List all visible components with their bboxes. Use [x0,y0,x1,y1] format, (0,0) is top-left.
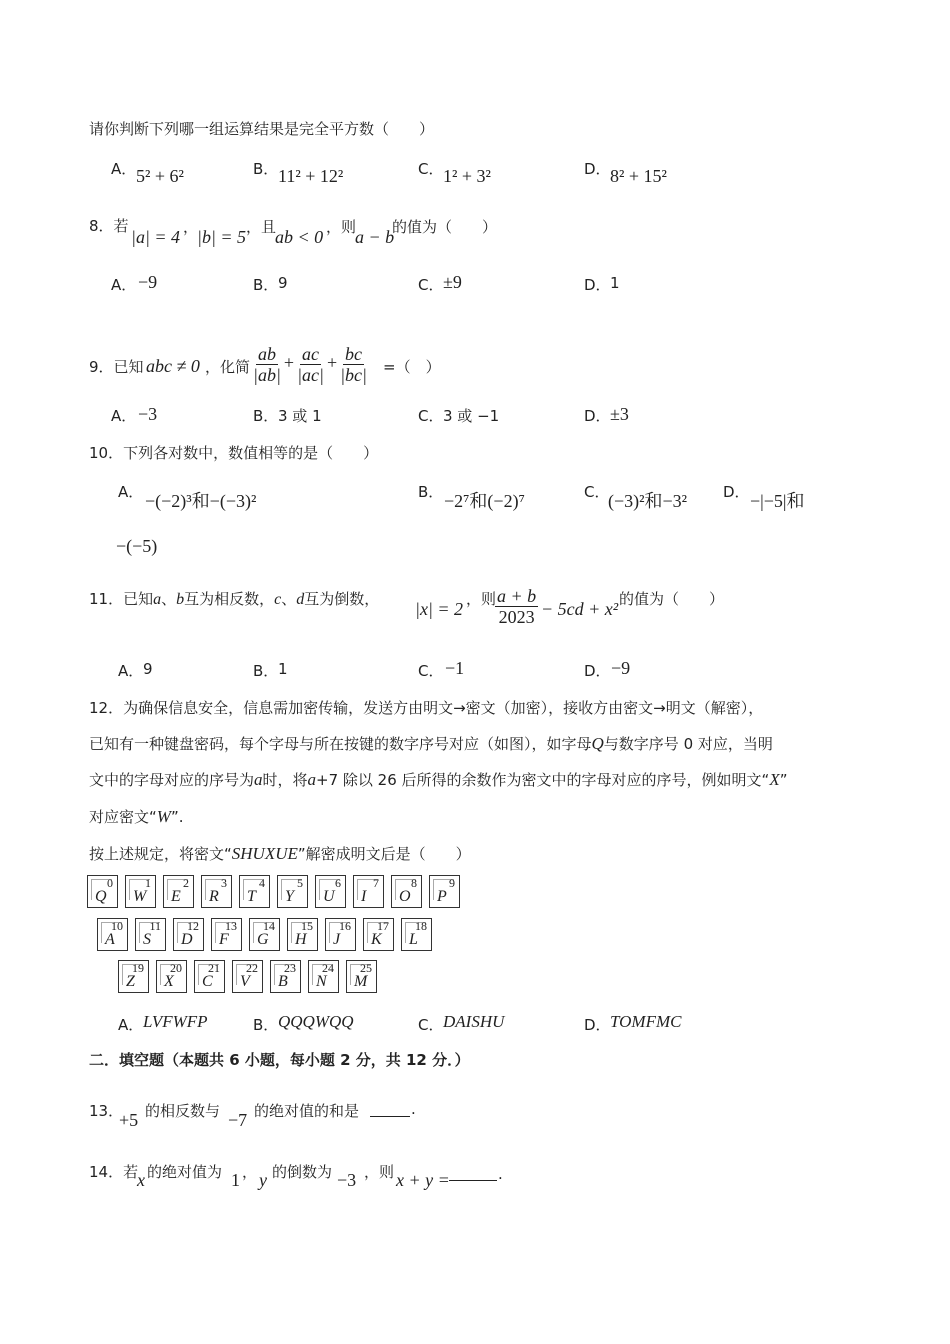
option-c-expr: 3 或 −1 [443,407,500,425]
keyboard-key [87,875,118,908]
key-number: 20 [170,961,182,975]
q12-text: 文中的字母对应的序号为 [89,771,255,789]
option-d-continued: −(−5) [116,536,158,556]
keyboard-key [239,875,270,908]
option-d-expr: TOMFMC [610,1012,682,1031]
key-number: 5 [297,876,303,890]
q8-text: ，且 [246,218,277,236]
denominator: 2023 [498,607,535,627]
option-a-expr: 9 [143,660,153,678]
q13-end: . [411,1100,416,1118]
q8-stem [89,215,129,236]
q12-text: +7 除以 26 后所得的余数作为密文中的字母对应的序号，例如明文“ [316,771,770,789]
key-number: 18 [415,919,427,933]
keyboard-key [287,918,318,951]
fraction [295,344,326,385]
fraction [251,344,283,385]
key-letter: G [257,931,269,948]
option-label: B． [253,1016,279,1034]
q8-text: 若 [113,217,129,235]
letter-q: Q [591,734,604,753]
option-label: C． [418,160,444,178]
option-c-expr: −1 [445,658,465,678]
q13-text: 的相反数与 [145,1102,221,1120]
q11-stem [89,588,379,609]
q12-line4 [89,806,184,827]
key-letter: E [171,888,181,905]
option-a-expr: −(−2)³和−(−3)² [145,491,257,511]
q14-minus3: −3 [337,1170,357,1190]
option-label: D． [584,160,611,178]
q11-fraction [494,586,539,627]
key-number: 3 [221,876,227,890]
option-label: A． [118,1016,144,1034]
numerator: bc [345,344,363,364]
option-a-expr: LVFWFP [143,1012,208,1031]
option-d-expr: 1 [610,274,620,292]
option-label: B． [253,276,279,294]
keyboard-key [277,875,308,908]
q8-expr-abs-a: |a| = 4 [131,227,181,247]
q9-text: 已知 [113,358,144,376]
keyboard-key [391,875,422,908]
option-label: D． [584,1016,611,1034]
option-label: C． [418,1016,444,1034]
option-label: D． [584,407,611,425]
q14-text: ，则 [364,1163,395,1181]
letter-x: X [769,770,780,789]
var-a: a [307,770,317,789]
option-label: D． [584,662,611,680]
var-y: y [259,1170,267,1190]
q11-text: 、 [281,590,297,608]
option-d-expr: 8² + 15² [610,166,667,186]
numerator: ab [257,344,276,364]
q11-text: 已知 [123,590,154,608]
var-a: a [254,770,263,789]
answer-blank[interactable] [370,1116,410,1117]
key-letter: J [333,931,341,948]
q14-text: ， [242,1163,258,1181]
key-letter: F [219,931,229,948]
q12-line5 [89,843,471,864]
q14-text: 的绝对值为 [147,1163,223,1181]
q11-text: ，则 [466,590,497,608]
option-label: C． [418,276,444,294]
key-number: 2 [183,876,189,890]
keyboard-key [211,918,242,951]
q14-text: 若 [123,1163,139,1181]
option-b-expr: QQQWQQ [278,1012,354,1031]
option-label: C． [418,662,444,680]
q9-fraction-sum: $\frac{ab}{|ab|}$ + $\frac{ac}{|ac|}$ + $\frac{bc}{|bc|}$ [253,344,367,385]
q8-expr-ab: ab < 0 [275,227,324,247]
option-c-expr: 1² + 3² [443,166,491,186]
keyboard-key [118,960,149,993]
option-label: B． [253,662,279,680]
question-number: 9． [89,358,114,376]
option-label: C． [584,483,610,501]
q12-text: ”解密成明文后是（ ） [297,845,471,863]
var-x: x [137,1170,145,1190]
q14-expr-sum: x + y = [396,1170,450,1190]
option-label: A． [111,407,137,425]
q11-expr-tail: − 5cd + x² [541,599,619,619]
key-number: 12 [187,919,199,933]
keyboard-key [429,875,460,908]
key-number: 7 [373,876,379,890]
var-c: c [274,591,282,608]
key-letter: K [371,931,382,948]
option-b-expr: 1 [278,660,288,678]
keyboard-key [163,875,194,908]
option-d-expr: −9 [611,658,631,678]
keyboard-key [249,918,280,951]
option-label: B． [253,407,279,425]
key-number: 19 [132,961,144,975]
key-letter: O [399,888,411,905]
keyboard-key [201,875,232,908]
option-a-expr: −3 [138,404,158,424]
q14-stem [89,1161,138,1182]
keyboard-key [97,918,128,951]
q7-stem: 请你判断下列哪一组运算结果是完全平方数（ ） [89,120,435,138]
key-letter: U [323,888,335,905]
var-b: b [176,591,185,608]
q12-text: 对应密文“ [89,808,157,826]
denominator: |ab| [253,365,281,385]
key-letter: W [133,888,147,905]
option-label: A． [111,276,137,294]
key-number: 11 [149,919,161,933]
q13-stem [89,1100,123,1121]
q11-text: 、 [161,590,177,608]
denominator: |ac| [297,365,324,385]
key-number: 22 [246,961,258,975]
option-c-expr: (−3)²和−3² [608,491,688,511]
option-b-expr: 3 或 1 [278,407,322,425]
key-letter: L [409,931,418,948]
key-number: 15 [301,919,313,933]
q14-end: . [498,1165,503,1183]
key-letter: X [164,973,174,990]
key-letter: I [361,888,367,905]
q10-stem: 10．下列各对数中，数值相等的是（ ） [89,444,379,462]
option-label: A． [118,483,144,501]
cipher-text: SHUXUE [231,844,298,863]
key-number: 16 [339,919,351,933]
keyboard-key [173,918,204,951]
letter-w: W [156,807,171,826]
q9-text: ，化简 [205,358,251,376]
q12-text: ”. [170,808,184,826]
key-letter: V [240,973,250,990]
var-d: d [296,591,305,608]
q11-text: 互为倒数， [304,590,380,608]
option-d-expr: −|−5|和 [750,491,805,511]
q14-one: 1 [231,1170,240,1190]
numerator: a + b [497,586,537,606]
question-number: 13． [89,1102,124,1120]
answer-blank[interactable] [449,1180,497,1181]
option-label: A． [111,160,137,178]
keyboard-key [194,960,225,993]
q13-text: 的绝对值的和是 [254,1102,360,1120]
option-c-expr: ±9 [443,272,462,292]
key-letter: T [247,888,256,905]
option-label: D． [723,483,750,501]
option-b-expr: 11² + 12² [278,166,344,186]
keyboard-key [125,875,156,908]
keyboard-key [315,875,346,908]
key-letter: S [143,931,151,948]
q13-expr-minus7: −7 [228,1110,248,1130]
keyboard-key [135,918,166,951]
q8-comma: ， [183,218,199,236]
section-heading: 二．填空题（本题共 6 小题，每小题 2 分，共 12 分．） [89,1051,470,1069]
key-letter: Z [126,973,135,990]
key-number: 23 [284,961,296,975]
key-letter: N [316,973,327,990]
key-letter: P [437,888,447,905]
keyboard-key [270,960,301,993]
key-number: 10 [111,919,123,933]
option-label: B． [253,160,279,178]
q11-text: 的值为（ ） [619,590,725,608]
option-d-expr: ±3 [610,404,629,424]
q12-text: ” [779,771,788,789]
key-number: 6 [335,876,341,890]
q12-text: 时，将 [262,771,308,789]
q12-text: 与数字序号 0 对应，当明 [603,735,773,753]
option-c-expr: DAISHU [443,1012,505,1031]
numerator: ac [302,344,319,364]
key-number: 8 [411,876,417,890]
q11-text: 互为相反数， [184,590,275,608]
key-number: 13 [225,919,237,933]
keyboard-key [156,960,187,993]
q9-text: =（ ） [383,358,441,376]
q9-stem [89,356,144,377]
question-number: 8． [89,217,114,235]
key-letter: C [202,973,213,990]
q8-expr-abs-b: |b| = 5 [197,227,247,247]
q12-line2 [89,733,773,754]
q8-expr-diff: a − b [355,227,395,247]
q8-text: 的值为（ ） [392,218,498,236]
keyboard-key [232,960,263,993]
denominator: |bc| [340,365,367,385]
option-label: B． [418,483,444,501]
key-number: 0 [107,876,113,890]
key-letter: A [105,931,115,948]
key-number: 17 [377,919,389,933]
key-letter: R [209,888,219,905]
key-letter: Y [285,888,294,905]
key-number: 1 [145,876,151,890]
q12-line3 [89,769,787,790]
option-label: C． [418,407,444,425]
option-a-expr: −9 [138,272,158,292]
q8-text: ，则 [326,218,357,236]
key-letter: M [354,973,368,990]
key-letter: D [181,931,193,948]
q12-line1: 12．为确保信息安全，信息需加密传输，发送方由明文→密文（加密），接收方由密文→明文（解密）， [89,699,764,717]
question-number: 11． [89,590,124,608]
keyboard-key [401,918,432,951]
keyboard-key [308,960,339,993]
q11-expr-abs-x: |x| = 2 [415,599,464,619]
question-number: 14． [89,1163,124,1181]
q12-text: 已知有一种键盘密码，每个字母与所在按键的数字序号对应（如图），如字母 [89,735,592,753]
fraction [338,344,369,385]
q13-expr-plus5: +5 [119,1110,139,1130]
option-label: D． [584,276,611,294]
keyboard-key [353,875,384,908]
key-letter: H [295,931,307,948]
keyboard-key [346,960,377,993]
option-b-expr: 9 [278,274,288,292]
q14-text: 的倒数为 [272,1163,333,1181]
key-number: 14 [263,919,275,933]
keyboard-key [325,918,356,951]
option-label: A． [118,662,144,680]
key-number: 9 [449,876,455,890]
option-b-expr: −2⁷和(−2)⁷ [444,491,525,511]
key-letter: B [278,973,288,990]
key-number: 21 [208,961,220,975]
q12-text: 按上述规定，将密文“ [89,845,232,863]
var-a: a [153,591,162,608]
key-number: 24 [322,961,334,975]
key-letter: Q [95,888,107,905]
key-number: 4 [259,876,265,890]
q9-expr-abc: abc ≠ 0 [146,356,200,376]
key-number: 25 [360,961,372,975]
option-a-expr: 5² + 6² [136,166,184,186]
keyboard-key [363,918,394,951]
